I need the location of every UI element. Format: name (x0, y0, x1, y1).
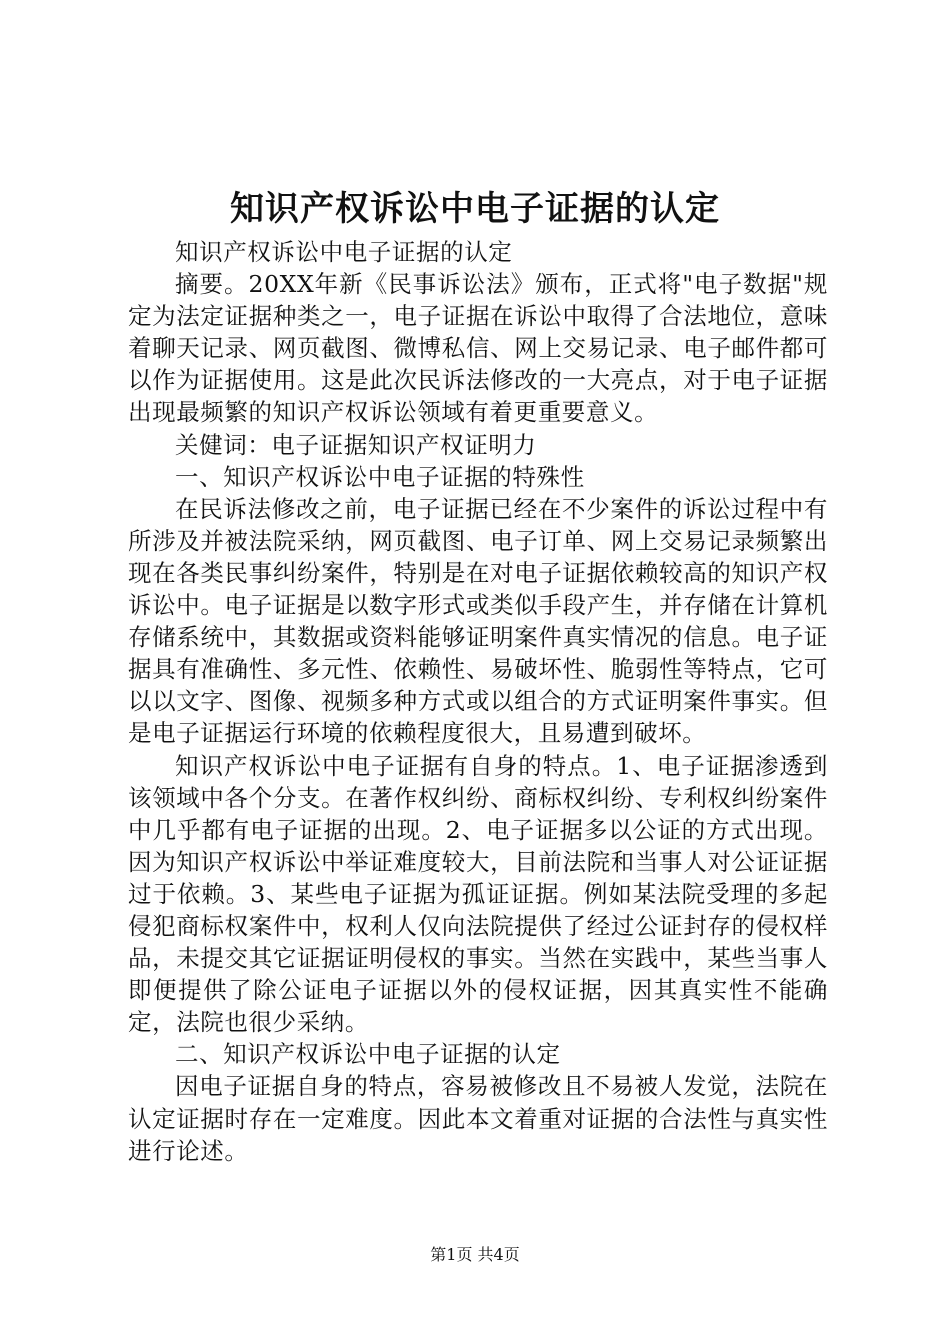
paragraph-section1-b: 知识产权诉讼中电子证据有自身的特点。1、电子证据渗透到该领域中各个分支。在著作权纠纷、商标权纠纷、专利权纠纷案件中几乎都有电子证据的出现。2、电子证据多以公证的方式出现。因为知识产权诉讼中举证难度较大，目前法院和当事人对公证证据过于依赖。3、某些电子证据为孤证证据。例如某法院受理的多起侵犯商标权案件中，权利人仅向法院提供了经过公证封存的侵权样品，未提交其它证据证明侵权的事实。当然在实践中，某些当事人即便提供了除公证电子证据以外的侵权证据，因其真实性不能确定，法院也很少采纳。 (128, 751, 828, 1037)
section-heading-1: 一、知识产权诉讼中电子证据的特殊性 (175, 462, 585, 491)
paragraph-section2-a: 因电子证据自身的特点，容易被修改且不易被人发觉，法院在认定证据时存在一定难度。因此本文着重对证据的合法性与真实性进行论述。 (128, 1072, 828, 1165)
section-heading-2: 二、知识产权诉讼中电子证据的认定 (175, 1040, 561, 1069)
paragraph-abstract: 摘要。20XX年新《民事诉讼法》颁布，正式将"电子数据"规定为法定证据种类之一，电子证据在诉讼中取得了合法地位，意味着聊天记录、网页截图、微博私信、网上交易记录、电子邮件都可以作为证据使用。这是此次民诉法修改的一大亮点，对于电子证据出现最频繁的知识产权诉讼领域有着更重要意义。 (128, 270, 828, 427)
page-footer: 第1页 共4页 (430, 1245, 520, 1264)
paragraph-section1-a: 在民诉法修改之前，电子证据已经在不少案件的诉讼过程中有所涉及并被法院采纳，网页截图、电子订单、网上交易记录频繁出现在各类民事纠纷案件，特别是在对电子证据依赖较高的知识产权诉讼中。电子证据是以数字形式或类似手段产生，并存储在计算机存储系统中，其数据或资料能够证明案件真实情况的信息。电子证据具有准确性、多元性、依赖性、易破坏性、脆弱性等特点，它可以以文字、图像、视频多种方式或以组合的方式证明案件事实。但是电子证据运行环境的依赖程度很大，且易遭到破坏。 (128, 494, 828, 748)
document-title: 知识产权诉讼中电子证据的认定 (230, 189, 720, 229)
paragraph-keywords: 关健词：电子证据知识产权证明力 (175, 430, 537, 459)
document-body (128, 236, 828, 1167)
paragraph-subtitle: 知识产权诉讼中电子证据的认定 (175, 238, 513, 266)
